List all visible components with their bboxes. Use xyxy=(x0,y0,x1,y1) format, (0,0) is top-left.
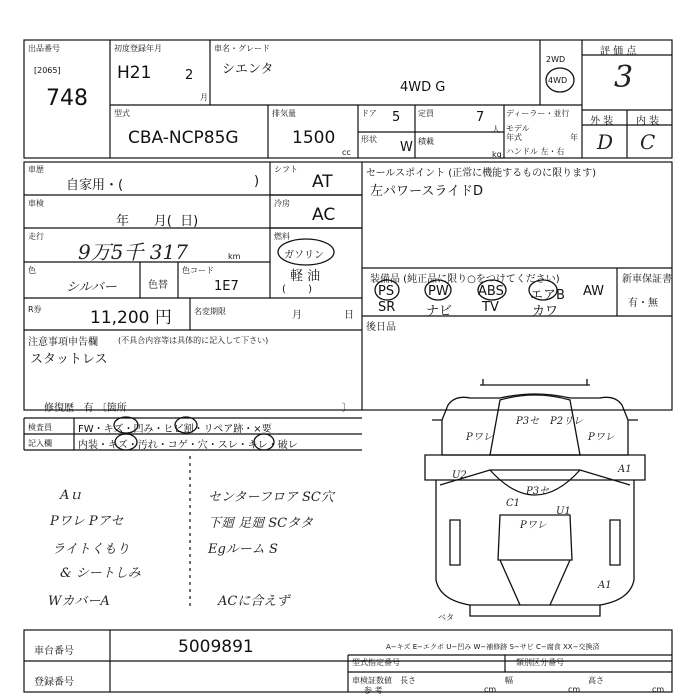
ac: AC xyxy=(312,205,336,225)
warranty-value: 有・無 xyxy=(628,298,658,309)
mark-3: Pワレ xyxy=(466,432,493,443)
notes-text: スタットレス xyxy=(30,352,108,367)
ext-label: 外 装 xyxy=(590,116,614,127)
mark-10: Pワレ xyxy=(520,520,547,531)
fuel-other: ( ) xyxy=(282,284,313,295)
damage-legend: A−キズ E−エクボ U−凹み W−補修跡 S−サビ C−腐食 XX−交換済 xyxy=(386,643,600,651)
class-label: 類別区分番号 xyxy=(516,658,564,667)
ac-label: 冷房 xyxy=(274,199,290,208)
mark-2: P2リレ xyxy=(550,416,584,427)
dealer-label: ディーラー・並行 xyxy=(506,109,570,118)
mark-1: P3セ xyxy=(516,416,540,427)
cm-1: cm xyxy=(484,685,497,694)
chassis-label: 車台番号 xyxy=(34,646,74,657)
handle-label: ハンドル 左・右 xyxy=(506,147,565,156)
height-label: 高さ xyxy=(588,676,604,685)
equip-ps: PS xyxy=(378,284,395,299)
drive-4wd: 4WD xyxy=(548,76,568,85)
mark-7: P3セ xyxy=(526,486,550,497)
shift-label: シフト xyxy=(274,165,298,174)
color-no-label: 色替 xyxy=(148,280,168,291)
mileage-label: 走行 xyxy=(28,232,44,241)
era-year: H21 xyxy=(117,63,152,83)
color: シルバー xyxy=(66,280,117,295)
ref-label: 参 考 xyxy=(364,686,383,695)
mark-12: ベタ xyxy=(438,613,454,622)
sales-point: 左パワースライドD xyxy=(370,184,483,199)
inspect-value: 年 月( 日) xyxy=(116,214,199,229)
hw-left-3: ライトくもり xyxy=(52,542,130,557)
equip-label: 装備品 (純正品に限り○をつけてください) xyxy=(370,274,560,285)
month-unit: 月 xyxy=(200,93,208,102)
equip-navi: ナビ xyxy=(426,304,453,319)
int-grade: C xyxy=(640,130,656,154)
color-code-label: 色コード xyxy=(182,266,214,275)
size-label: 車検証数値 xyxy=(352,676,392,685)
expiry-month: 月 xyxy=(292,310,302,321)
width-label: 幅 xyxy=(505,676,513,685)
reg-no-label: 登録番号 xyxy=(34,677,74,688)
person-unit: 人 xyxy=(492,125,500,134)
cc-unit: cc xyxy=(342,148,351,157)
length-label: 長さ xyxy=(400,676,416,685)
repair-text: 修復歴 有 〔箇所 xyxy=(44,403,127,414)
shift: AT xyxy=(312,172,333,192)
history-label: 車歴 xyxy=(28,165,44,174)
r-value: 11,200 円 xyxy=(90,308,172,328)
repair-close: 〕 xyxy=(342,403,352,414)
equip-tv: TV xyxy=(482,300,499,315)
equip-abs: ABS xyxy=(478,284,504,299)
doors-label: ドア xyxy=(361,109,377,118)
equip-aw: AW xyxy=(583,284,605,299)
doors: 5 xyxy=(392,110,401,125)
equip-sr: SR xyxy=(378,300,396,315)
score: 3 xyxy=(614,60,634,95)
ext-grade: D xyxy=(597,130,614,154)
fuel-diesel: 軽 油 xyxy=(290,269,321,284)
capacity: 7 xyxy=(476,110,485,125)
month: 2 xyxy=(185,68,194,83)
fuel-label: 燃料 xyxy=(274,232,290,241)
notes-label: 注意事項申告欄 xyxy=(28,337,98,348)
mark-11: A1 xyxy=(598,580,612,591)
kg-unit: kg xyxy=(492,150,502,159)
mark-8: C1 xyxy=(506,498,521,509)
lot-sub: [2065] xyxy=(34,66,61,75)
year-mark: 年 xyxy=(570,133,578,142)
reg-label: 初度登録年月 xyxy=(114,44,162,53)
hw-right-4: ACに合えず xyxy=(218,594,290,609)
equip-airbag: エアB xyxy=(530,288,565,303)
notes-sub: (不具合内容等は具体的に記入して下さい) xyxy=(118,336,269,345)
warranty-label: 新車保証書 xyxy=(622,274,672,285)
shape: W xyxy=(400,140,413,155)
equip-pw: PW xyxy=(428,284,449,299)
int-label: 内 装 xyxy=(636,116,660,127)
inspector-row-2: 内装・キズ・汚れ・コゲ・穴・スレ・キレ・破レ xyxy=(78,440,298,451)
r-label: R券 xyxy=(28,305,42,314)
mark-6: A1 xyxy=(618,464,632,475)
sales-label: セールスポイント (正常に機能するものに限ります) xyxy=(366,168,597,179)
model-year-label: モデル 年式 xyxy=(506,124,530,142)
color-label: 色 xyxy=(28,266,36,275)
color-code: 1E7 xyxy=(214,279,239,294)
mark-9: U1 xyxy=(556,506,571,517)
history-value: 自家用・( xyxy=(66,178,124,193)
model-label: 型式 xyxy=(114,109,130,118)
type-label: 型式指定番号 xyxy=(352,658,400,667)
mark-4: Pワレ xyxy=(588,432,615,443)
cm-2: cm xyxy=(568,685,581,694)
lot-number: 748 xyxy=(46,86,88,111)
disp-label: 排気量 xyxy=(272,109,296,118)
hw-left-1: Aｕ xyxy=(60,488,83,503)
inspector-label-1: 検査員 xyxy=(28,423,52,432)
cap-label: 定員 xyxy=(418,109,434,118)
chassis: 5009891 xyxy=(178,637,254,657)
km-unit: km xyxy=(228,252,241,261)
load-label: 積載 xyxy=(418,137,434,146)
model: CBA-NCP85G xyxy=(128,128,239,148)
displacement: 1500 xyxy=(292,128,336,148)
drive-2wd: 2WD xyxy=(546,55,566,64)
hw-right-2: 下廻 足廻 SCタタ xyxy=(208,516,314,531)
mileage: 9万5千 317 xyxy=(78,240,188,264)
grade: 4WD G xyxy=(400,80,446,95)
after-label: 後日品 xyxy=(366,322,396,333)
history-close: ) xyxy=(254,174,260,189)
inspector-row-1: FW・キズ・凹み・ヒビ割・リペア跡・×要 xyxy=(78,424,272,435)
score-label: 評 価 点 xyxy=(600,46,637,57)
shape-label: 形状 xyxy=(361,135,377,144)
hw-right-3: Egルーム S xyxy=(208,542,278,557)
hw-left-5: WカバーA xyxy=(48,594,110,609)
expiry-day: 日 xyxy=(344,310,354,321)
cm-3: cm xyxy=(652,685,665,694)
mark-5: U2 xyxy=(452,470,467,481)
fuel-gas: ガソリン xyxy=(284,250,324,261)
equip-leather: カワ xyxy=(532,304,559,319)
car-name: シエンタ xyxy=(222,62,274,77)
hw-left-4: & シートしみ xyxy=(60,566,141,581)
car-label: 車名・グレード xyxy=(214,44,270,53)
hw-right-1: センターフロア SC穴 xyxy=(208,490,334,505)
inspect-label: 車検 xyxy=(28,199,44,208)
inspector-label-2: 記入欄 xyxy=(28,439,52,448)
hw-left-2: Pワレ Pアセ xyxy=(50,514,124,529)
expiry-label: 名変期限 xyxy=(194,307,226,316)
lot-label: 出品番号 xyxy=(28,44,60,53)
